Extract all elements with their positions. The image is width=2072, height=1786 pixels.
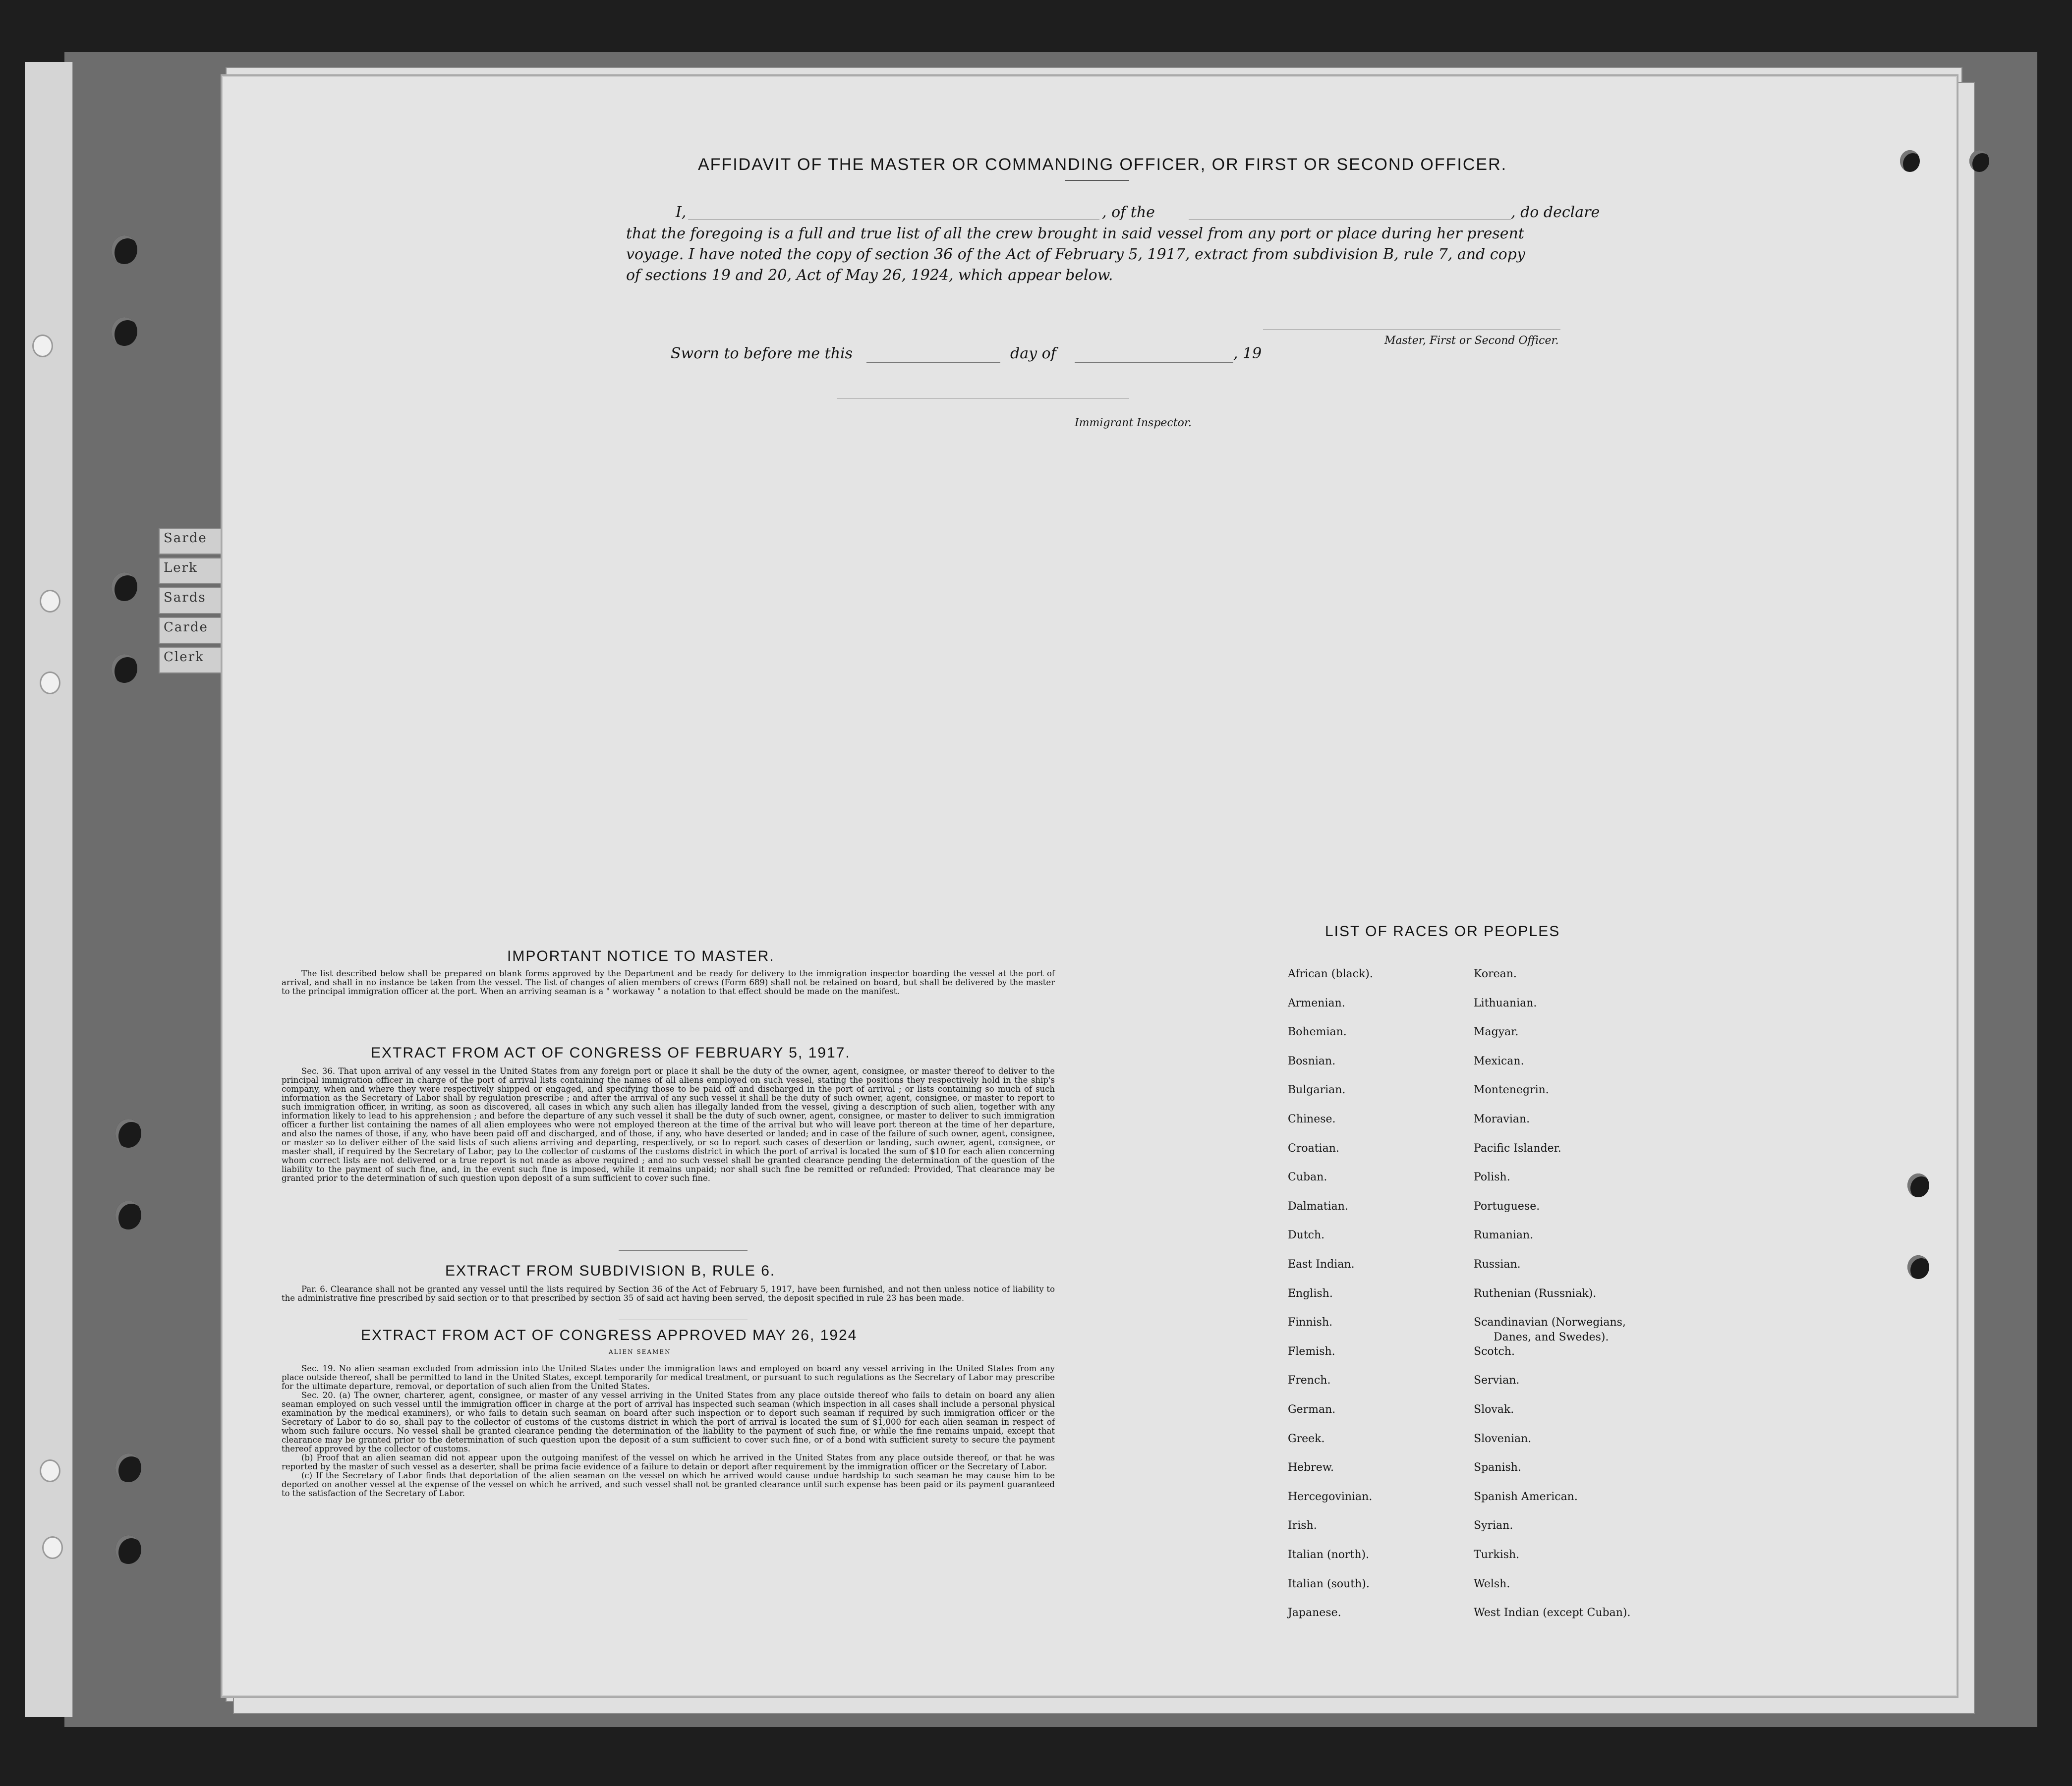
race-item: Irish. xyxy=(1288,1519,1317,1532)
punch-hole xyxy=(1907,1173,1929,1197)
race-item: Bohemian. xyxy=(1288,1026,1347,1039)
race-item: Hebrew. xyxy=(1288,1461,1334,1474)
race-item: Korean. xyxy=(1474,968,1517,980)
race-item: Polish. xyxy=(1474,1171,1510,1184)
punch-hole xyxy=(32,335,53,357)
sec-36-paragraph: Sec. 36. That upon arrival of any vessel in the United States from any foreign port or place it shall be the duty of the owner, agent, consignee, or master thereof to deliver to the principal immigration officer in charge of the port of arrival lists containing the names of all aliens employed on such vessel, stating the positions they respectively hold in the ship's company, when and where they were respectively shipped or engaged, and specifying those to be paid off and discharged in the port of arrival ; or lists containing so much of such information as the Secretary of Labor shall by regulation prescribe ; and after the arrival of any such vessel it shall be the duty of such owner, agent, consignee, or master to report to such immigration officer, in writing, as soon as discovered, all cases in which any such alien has illegally landed from the vessel, giving a description of such alien, together with any information likely to lead to his apprehension ; and before the departure of any such vessel it shall be the duty of such owner, agent, consignee, or master to deliver to such immigration officer a further list containing the names of all alien employees who were not employed thereon at the time of the arrival but who will leave port thereon at the time of her departure, and also the names of those, if any, who have been paid off and discharged, and of those, if any, who have deserted or landed; and in case of the failure of such owner, agent, consignee, or master so to deliver either of the said lists of such aliens arriving and departing, respectively, or so to report such cases of desertion or landing, such owner, agent, consignee, or master shall, if required by the Secretary of Labor, pay to the collector of customs of the customs district in which the port of arrival is located the sum of $10 for each alien concerning whom correct lists are not delivered or a true report is not made as above required ; and no such vessel shall be granted clearance pending the determination of the question of the liability to the payment of such fine, and, in the event such fine is imposed, while it remains unpaid; nor shall such fine be remitted or refunded: Provided, That clearance may be granted prior to the determination of such question upon deposit of a sum sufficient to cover such fine. xyxy=(282,1066,1055,1183)
race-item: Chinese. xyxy=(1288,1113,1336,1125)
affidavit-line-3: voyage. I have noted the copy of section 36 of the Act of February 5, 1917, extract from subdivision B, rule 7, and copy xyxy=(626,246,1525,263)
race-item: Japanese. xyxy=(1288,1607,1341,1619)
punch-hole xyxy=(112,235,137,264)
race-item: Welsh. xyxy=(1474,1577,1510,1590)
affiant-label: I, xyxy=(676,204,687,221)
section-rule xyxy=(619,1250,748,1251)
stub-label: Clerk xyxy=(159,647,226,673)
race-item: Turkish. xyxy=(1474,1549,1520,1561)
race-item: Bosnian. xyxy=(1288,1055,1336,1067)
stub-label: Carde xyxy=(159,617,226,644)
extract-rule6-body xyxy=(282,1285,1055,1303)
race-item: Croatian. xyxy=(1288,1142,1339,1155)
extract-1924-body xyxy=(282,1364,1055,1498)
master-signature-label: Master, First or Second Officer. xyxy=(1384,335,1559,347)
stub-label: Lerk xyxy=(159,558,226,584)
affidavit-line-4: of sections 19 and 20, Act of May 26, 1924, which appear below. xyxy=(626,267,1113,284)
race-item: English. xyxy=(1288,1287,1333,1300)
alien-seamen-subtitle: ALIEN SEAMEN xyxy=(609,1348,671,1355)
race-item: Spanish. xyxy=(1474,1461,1521,1474)
punch-hole xyxy=(40,590,60,613)
race-item: Montenegrin. xyxy=(1474,1084,1549,1097)
sec-20c-paragraph: (c) If the Secretary of Labor finds that deportation of the alien seaman on the vessel on which he arrived would cause undue hardship to such seaman he may cause him to be deported on another vessel at the expense of the vessel on which he arrived, and such vessel shall not be granted clearance until such expense has been paid or its payment guaranteed to the satisfaction of the Secretary of Labor. xyxy=(282,1471,1055,1498)
race-item: Portuguese. xyxy=(1474,1200,1540,1213)
sec-19-paragraph: Sec. 19. No alien seaman excluded from admission into the United States under the immigration laws and employed on board any vessel arriving in the United States from any place outside thereof, shall be permitted to land in the United States, except temporarily for medical treatment, or pursuant to such regulations as the Secretary of Labor may prescribe for the ultimate departure, removal, or deportation of such alien from the United States. xyxy=(282,1364,1055,1391)
sworn-day-line xyxy=(866,362,1000,363)
punch-hole xyxy=(40,1459,60,1482)
affidavit-line-2: that the foregoing is a full and true list of all the crew brought in said vessel from any port or place during her present xyxy=(626,225,1524,242)
sworn-month-line xyxy=(1075,362,1233,363)
do-declare-label: , do declare xyxy=(1511,204,1600,221)
race-item: Bulgarian. xyxy=(1288,1084,1346,1097)
sec-20a-paragraph: Sec. 20. (a) The owner, charterer, agent, consignee, or master of any vessel arriving in the United States from any place outside thereof who fails to detain on board any alien seaman employed on such vessel until the immigration officer in charge at the port of arrival has inspected such seaman (which inspection in all cases shall include a personal physical examination by the medical examiners), or who fails to detain such seaman on board after such inspection or to deport such seaman if required by such immigration officer or the Secretary of Labor to do so, shall pay to the collector of customs of the customs district in which the port of arrival is located the sum of $1,000 for each alien seaman in respect of whom such failure occurs. No vessel shall be granted clearance pending the determination of the liability to the payment of such fine, or while the fine remains unpaid, except that clearance may be granted prior to the determination of such question upon the deposit of a sum sufficient to cover such fine, or of a bond with sufficient surety to secure the payment thereof approved by the collector of customs. xyxy=(282,1391,1055,1453)
punch-hole xyxy=(1969,150,1989,172)
punch-hole xyxy=(112,654,137,683)
title-rule xyxy=(1065,180,1129,181)
race-item: Magyar. xyxy=(1474,1026,1519,1039)
race-item: Rumanian. xyxy=(1474,1229,1534,1242)
extract-1917-body xyxy=(282,1067,1055,1183)
race-item: Dutch. xyxy=(1288,1229,1325,1242)
year-label: , 19 xyxy=(1233,345,1262,362)
race-item: Scandinavian (Norwegians, xyxy=(1474,1316,1626,1329)
race-item: Russian. xyxy=(1474,1258,1521,1271)
race-item: Italian (south). xyxy=(1288,1577,1370,1590)
of-the-label: , of the xyxy=(1102,204,1155,221)
manifest-page xyxy=(221,74,1958,1698)
race-item: Moravian. xyxy=(1474,1113,1530,1125)
race-item: Flemish. xyxy=(1288,1345,1335,1358)
race-item: Greek. xyxy=(1288,1432,1325,1445)
punch-hole xyxy=(40,671,60,694)
race-item: Spanish American. xyxy=(1474,1490,1578,1503)
race-item: Lithuanian. xyxy=(1474,997,1537,1009)
race-item: German. xyxy=(1288,1403,1336,1416)
races-title: LIST OF RACES OR PEOPLES xyxy=(1325,923,1560,940)
punch-hole xyxy=(1907,1255,1929,1279)
stub-label: Sarde xyxy=(159,528,226,555)
sec-20b-paragraph: (b) Proof that an alien seaman did not appear upon the outgoing manifest of the vessel on which he arrived in the United States from any place outside thereof, or that he was reported by the master of such vessel as a deserter, shall be prima facie evidence of a failure to detain or deport after requirement by the immigration officer or the Secretary of Labor. xyxy=(282,1453,1055,1471)
race-item: Danes, and Swedes). xyxy=(1494,1331,1609,1344)
extract-1917-title: EXTRACT FROM ACT OF CONGRESS OF FEBRUARY 5, 1917. xyxy=(371,1045,851,1061)
punch-hole xyxy=(115,1453,141,1482)
sworn-label: Sworn to before me this xyxy=(671,345,853,362)
notice-body xyxy=(282,969,1055,996)
race-item: Dalmatian. xyxy=(1288,1200,1348,1213)
affidavit-title: AFFIDAVIT OF THE MASTER OR COMMANDING OFFICER, OR FIRST OR SECOND OFFICER. xyxy=(698,155,1507,174)
stub-label: Sards xyxy=(159,587,226,614)
race-item: Syrian. xyxy=(1474,1519,1513,1532)
day-of-label: day of xyxy=(1010,345,1056,362)
race-item: Armenian. xyxy=(1288,997,1345,1009)
race-item: Slovenian. xyxy=(1474,1432,1532,1445)
race-item: Italian (north). xyxy=(1288,1549,1370,1561)
punch-hole xyxy=(115,1201,141,1229)
extract-1924-title: EXTRACT FROM ACT OF CONGRESS APPROVED MAY 26, 1924 xyxy=(361,1327,858,1343)
punch-hole xyxy=(42,1536,63,1559)
race-item: Servian. xyxy=(1474,1374,1520,1387)
rule-6-paragraph: Par. 6. Clearance shall not be granted any vessel until the lists required by Section 36 of the Act of February 5, 1917, have been furnished, and not then unless notice of liability to the administrative fine prescribed by said section or to that prescribed by section 35 of said act having been served, the deposit specified in rule 23 has been made. xyxy=(282,1284,1055,1303)
notice-title: IMPORTANT NOTICE TO MASTER. xyxy=(507,948,775,964)
race-item: East Indian. xyxy=(1288,1258,1355,1271)
race-item: Finnish. xyxy=(1288,1316,1333,1329)
notice-paragraph: The list described below shall be prepared on blank forms approved by the Department and be ready for delivery to the immigration inspector boarding the vessel at the port of arrival, and shall in no instance be taken from the vessel. The list of changes of alien members of crews (Form 689) shall not be retained on board, but shall be delivered by the master to the principal immigration officer at the port. When an arriving seaman is a " workaway " a notation to that effect should be made on the manifest. xyxy=(282,969,1055,996)
race-item: Pacific Islander. xyxy=(1474,1142,1561,1155)
extract-rule6-title: EXTRACT FROM SUBDIVISION B, RULE 6. xyxy=(445,1263,776,1279)
inspector-signature-label: Immigrant Inspector. xyxy=(1075,417,1192,429)
race-item: Ruthenian (Russniak). xyxy=(1474,1287,1597,1300)
race-item: Slovak. xyxy=(1474,1403,1514,1416)
punch-hole xyxy=(112,572,137,601)
punch-hole xyxy=(115,1535,141,1564)
race-item: French. xyxy=(1288,1374,1331,1387)
race-item: Hercegovinian. xyxy=(1288,1490,1373,1503)
race-item: Scotch. xyxy=(1474,1345,1515,1358)
punch-hole xyxy=(115,1119,141,1148)
race-item: Mexican. xyxy=(1474,1055,1524,1067)
race-item: African (black). xyxy=(1288,968,1373,980)
punch-hole xyxy=(1900,150,1920,172)
race-item: Cuban. xyxy=(1288,1171,1327,1184)
race-item: West Indian (except Cuban). xyxy=(1474,1607,1631,1619)
punch-hole xyxy=(112,317,137,346)
